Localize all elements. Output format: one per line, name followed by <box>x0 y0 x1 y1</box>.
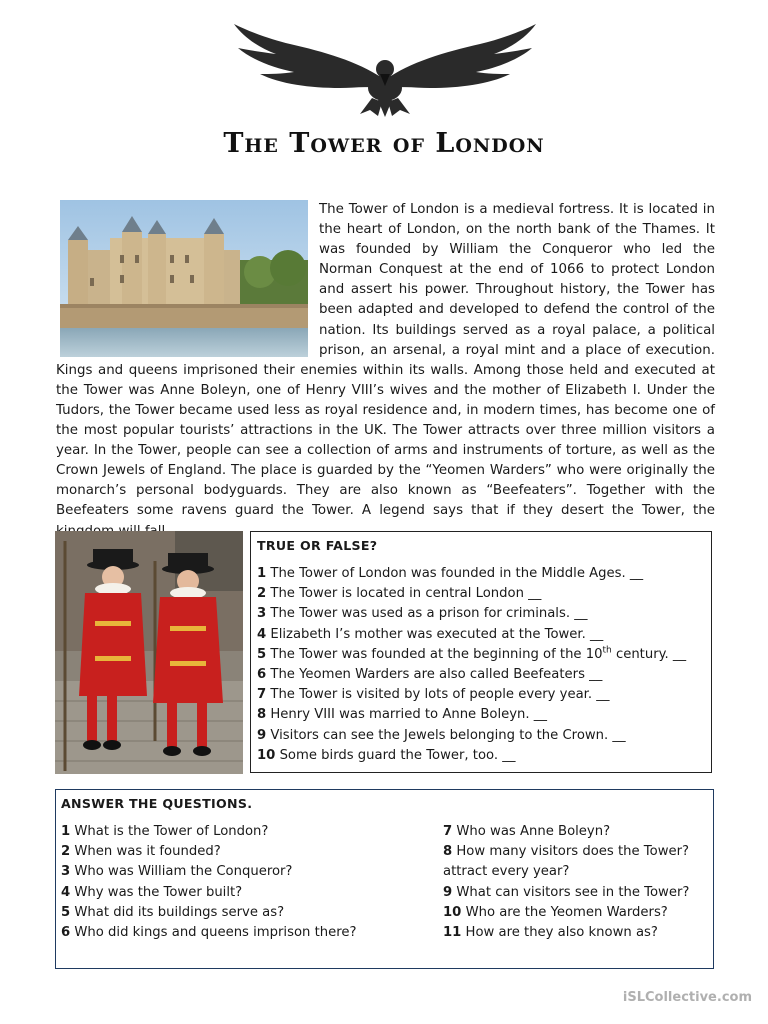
yeomen-warders-photo <box>55 531 243 774</box>
intro-paragraph <box>56 200 715 542</box>
question-item: 10 Who are the Yeomen Warders? <box>443 904 668 920</box>
true-false-item: 4 Elizabeth I’s mother was executed at the Tower. __ <box>257 626 604 642</box>
raven-icon <box>230 22 540 118</box>
true-false-item: 1 The Tower of London was founded in the Middle Ages. __ <box>257 566 644 581</box>
true-false-heading: TRUE OR FALSE? <box>257 538 378 553</box>
intro-text: The Tower of London is a medieval fortress. It is located in the heart of London, on the north bank of the Thames. It was founded by William the Conqueror who led the Norman Conquest at the end of 1066 to protect London and assert his power. Throughout history, the Tower has been adapted and developed to defend the control of the nation. Its buildings served as a royal palace, a political prison, an arsenal, a royal mint and a place of execution. Kings and queens imprisoned their enemies within its walls. Among those held and executed at the Tower was Anne Boleyn, one of Henry VIII’s wives and the mother of Elizabeth I. Under the Tudors, the Tower became used less as royal residence and, in modern times, has become one of the most popular tourists’ attractions in the UK. The Tower attracts over three million visitors a year. In the Tower, people can see a collection of arms and instruments of torture, as well as the Crown Jewels of England. The place is guarded by the “Yeomen Warders” who were originally the monarch’s personal bodyguards. They are also known as “Beefeaters”. Together with the Beefeaters some ravens guard the Tower. A legend says that if they desert the Tower, the <box>56 202 715 519</box>
question-item: 5 What did its buildings serve as? <box>61 904 285 920</box>
answer-questions-box <box>55 789 714 969</box>
true-false-item: 6 The Yeomen Warders are also called Beefeaters __ <box>257 667 603 683</box>
true-false-item: 2 The Tower is located in central London __ <box>257 586 542 602</box>
image-wrap-spacer <box>56 200 319 360</box>
question-item: 11 How are they also known as? <box>443 925 658 941</box>
true-false-item: 10 Some birds guard the Tower, too. __ <box>257 747 516 763</box>
true-false-item: 8 Henry VIII was married to Anne Boleyn. __ <box>257 707 547 723</box>
question-item: 6 Who did kings and queens imprison there? <box>61 925 357 941</box>
true-false-item: 3 The Tower was used as a prison for criminals. __ <box>257 606 588 622</box>
question-item: 1 What is the Tower of London? <box>61 824 269 839</box>
page-title: The Tower of London <box>223 128 545 159</box>
question-item: 7 Who was Anne Boleyn? <box>443 824 611 839</box>
question-item: 4 Why was the Tower built? <box>61 884 243 900</box>
question-item: 2 When was it founded? <box>61 844 221 860</box>
answer-questions-heading: ANSWER THE QUESTIONS. <box>61 796 253 811</box>
questions-right-column <box>443 822 705 943</box>
question-item-continuation: attract every year? <box>443 864 570 880</box>
question-item: 3 Who was William the Conqueror? <box>61 864 293 880</box>
question-item: 8 How many visitors does the Tower? <box>443 844 690 860</box>
watermark: iSLCollective.com <box>622 990 752 1005</box>
true-false-item: 5 The Tower was founded at the beginning of the 10th century. __ <box>257 645 687 662</box>
questions-left-column <box>61 822 443 943</box>
question-item: 9 What can visitors see in the Tower? <box>443 884 690 900</box>
true-false-item: 7 The Tower is visited by lots of people every year. __ <box>257 687 610 703</box>
questions-columns <box>61 822 708 943</box>
true-false-box <box>250 531 712 773</box>
true-false-item: 9 Visitors can see the Jewels belonging to the Crown. __ <box>257 727 626 743</box>
